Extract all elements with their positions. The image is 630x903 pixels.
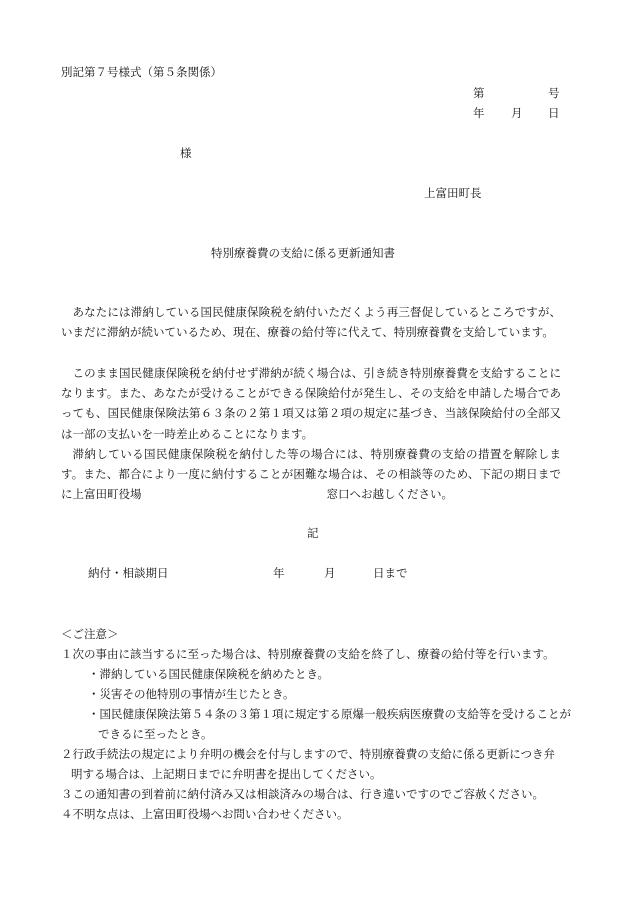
notes-heading: ＜ご注意＞: [61, 627, 119, 641]
note-1-subitem: ・災害その他特別の事情が生じたとき。: [88, 687, 295, 701]
note-number: ３: [61, 787, 73, 801]
note-number: ２: [61, 747, 73, 761]
note-1-subitem: ・滞納している国民健康保険税を納めたとき。: [88, 667, 330, 681]
doc-number-suffix: 号: [548, 86, 560, 100]
form-header: 別記第７号様式（第５条関係）: [61, 65, 222, 79]
paragraph-1: あなたには滞納している国民健康保険税を納付いただくよう再三督促しているところですが、いまだに滞納が続いているため、現在、療養の給付等に代えて、特別療養費を支給しています。: [61, 305, 561, 340]
note-number: １: [61, 647, 73, 661]
doc-number-prefix: 第: [473, 86, 485, 100]
note-1: [61, 644, 561, 664]
deadline-label: 納付・相談期日: [88, 566, 169, 580]
document-title: 特別療養費の支給に係る更新通知書: [211, 246, 395, 260]
deadline-year: 年: [273, 566, 285, 580]
paragraph-3-text: 滞納している国民健康保険税を納付した等の場合には、特別療養費の支給の措置を解除します。また、都合により一度に納付することが困難な場合は、その相談等のため、下記の期日までに上富田町役場: [61, 447, 561, 502]
note-1-subitem: ・国民健康保険法第５４条の３第１項に規定する原爆一般疾病医療費の支給等を受けることができるに至ったとき。: [88, 707, 571, 742]
note-4: [61, 804, 561, 824]
issuer: 上富田町長: [424, 186, 482, 200]
note-number: ４: [61, 807, 73, 821]
ki-heading: 記: [307, 526, 319, 540]
date-year: 年: [473, 106, 485, 120]
deadline-day: 日まで: [373, 566, 408, 580]
recipient-suffix: 様: [180, 146, 192, 160]
note-text: 次の事由に該当するに至った場合は、特別療養費の支給を終了し、療養の給付等を行います。: [72, 647, 555, 661]
note-3: [61, 784, 561, 804]
paragraph-3: [61, 444, 561, 505]
paragraph-3-tail: 窓口へお越しください。: [326, 487, 453, 502]
note-4-tail: へお問い合わせください。: [210, 807, 349, 821]
note-text: この通知書の到着前に納付済み又は相談済みの場合は、行き違いですのでご容赦ください。: [72, 787, 544, 801]
note-2: [61, 744, 561, 784]
note-text: 不明な点は、上富田町役場: [72, 807, 211, 821]
deadline-month: 月: [324, 566, 336, 580]
date-day: 日: [548, 106, 560, 120]
note-text: 行政手続法の規定により弁明の機会を付与しますので、特別療養費の支給に係る更新につき弁明する場合は、上記期日までに弁明書を提出してください。: [71, 747, 556, 782]
paragraph-2: このまま国民健康保険税を納付せず滞納が続く場合は、引き続き特別療養費を支給することになります。また、あなたが受けることができる保険給付が発生し、その支給を申請した場合であっても、国民健康保険法第６３条の２第１項又は第２項の規定に基づき、当該保険給付の全部又は一部の支払いを一時差止めることになります。: [61, 366, 561, 441]
date-month: 月: [511, 106, 523, 120]
